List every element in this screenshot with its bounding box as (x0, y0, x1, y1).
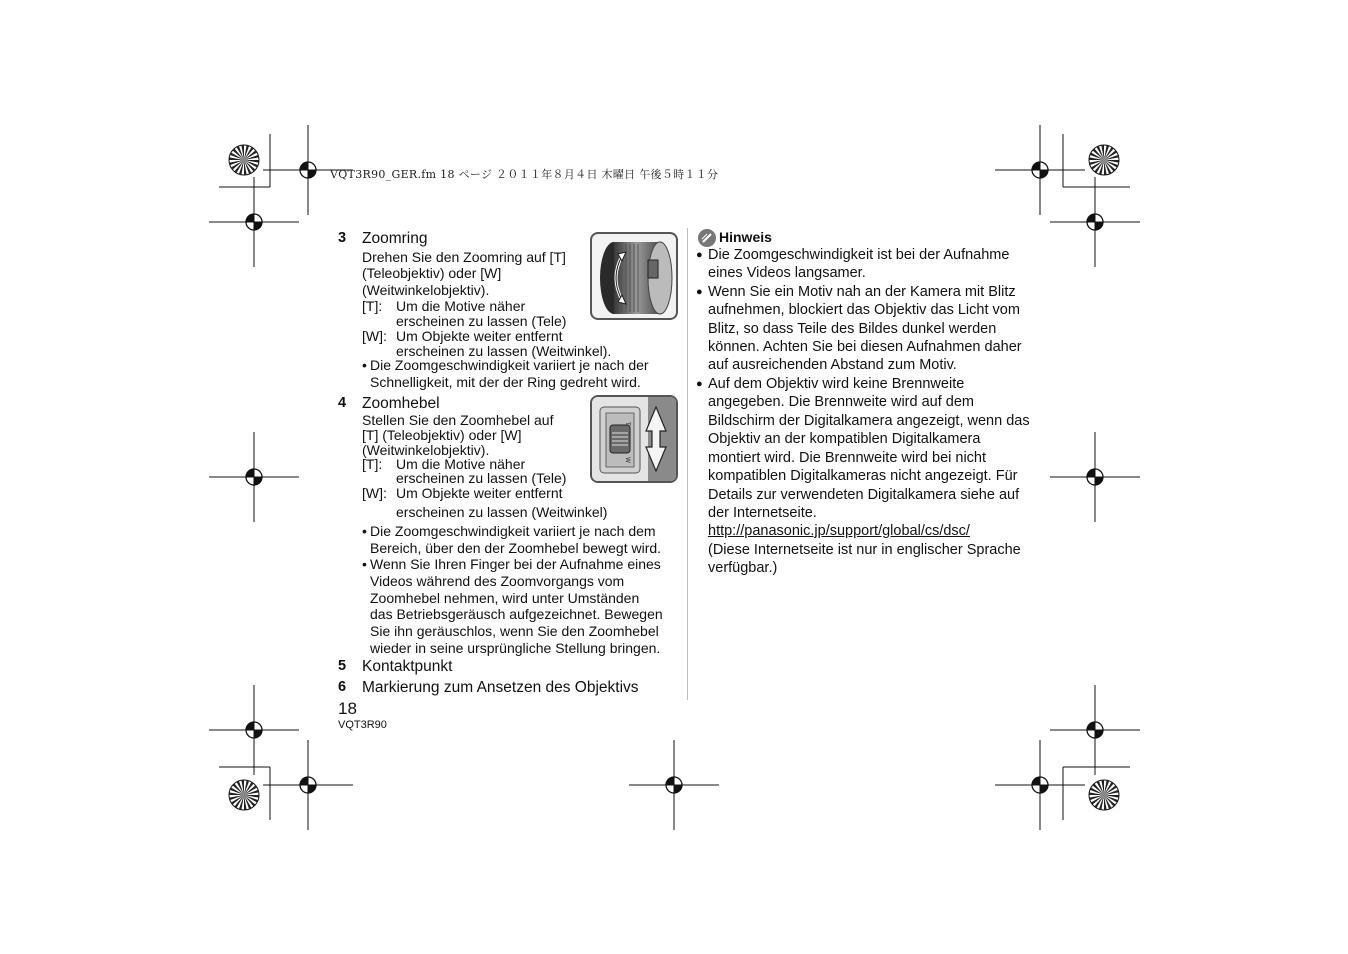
def-line: Um die Motive näher (396, 456, 526, 472)
desc-line: (Weitwinkelobjektiv). (362, 282, 490, 298)
item-title: Zoomhebel (362, 395, 440, 412)
column-divider (687, 228, 688, 700)
bullet-line: das Betriebsgeräusch aufgezeichnet. Bewegen (370, 606, 663, 622)
hint-line: eines Videos langsamer. (708, 265, 866, 281)
bullet-line: Wenn Sie Ihren Finger bei der Aufnahme eines (370, 556, 661, 572)
def-line: Um Objekte weiter entfernt (396, 485, 563, 501)
desc-line: (Weitwinkelobjektiv). (362, 442, 490, 458)
sunburst-target (1089, 780, 1119, 810)
bullet-dot: • (362, 357, 367, 373)
crosshair-mark (629, 740, 719, 830)
bullet-line: Sie ihn geräuschlos, wenn Sie den Zoomhebel (370, 623, 659, 639)
crosshair-mark (995, 125, 1085, 215)
crosshair-mark (263, 740, 353, 830)
bullet-line: Schnelligkeit, mit der der Ring gedreht wird. (370, 374, 641, 390)
def-key-tele: [T]: (362, 298, 383, 314)
bullet-line: wieder in seine ursprüngliche Stellung bringen. (370, 640, 661, 656)
hint-line: Objektiv an der kompatiblen Digitalkamera (708, 431, 981, 447)
wide-label: W (624, 457, 631, 463)
bullet-dot: ● (696, 286, 703, 298)
def-line: erscheinen zu lassen (Weitwinkel). (396, 343, 612, 359)
item-title: Markierung zum Ansetzen des Objektivs (362, 679, 639, 696)
crosshair-mark (1050, 432, 1140, 522)
crosshair-mark (209, 432, 299, 522)
bullet-dot: ● (696, 249, 703, 261)
item-number: 5 (338, 658, 347, 674)
bullet-line: Die Zoomgeschwindigkeit variiert je nach dem (370, 523, 656, 539)
crosshair-mark (995, 740, 1085, 830)
hint-line: können. Achten Sie bei diesen Aufnahmen daher (708, 339, 1022, 355)
def-key-tele: [T]: (362, 456, 383, 472)
item-number: 6 (338, 679, 347, 695)
hint-line: montiert wird. Die Brennweite wird bei nicht (708, 450, 987, 466)
bullet-dot: • (362, 556, 367, 572)
document-code: VQT3R90 (338, 719, 387, 731)
desc-line: (Teleobjektiv) oder [W] (362, 265, 502, 281)
hint-line: Blitz, so dass Teile des Bildes dunkel werden (708, 321, 997, 337)
item-number: 3 (338, 230, 347, 246)
crosshair-mark (1050, 177, 1140, 267)
zoom-ring-illustration (590, 232, 678, 320)
file-header: VQT3R90_GER.fm 18 ページ ２０１１年８月４日 木曜日 午後５時１１分 (330, 168, 719, 181)
hint-line: Wenn Sie ein Motiv nah an der Kamera mit Blitz (708, 284, 1016, 300)
hinweis-title: Hinweis (719, 229, 772, 245)
def-line: erscheinen zu lassen (Tele) (396, 313, 567, 329)
hint-line: der Internetseite. (708, 505, 817, 521)
sunburst-target (1089, 145, 1119, 175)
def-key-wide: [W]: (362, 328, 387, 344)
hint-line: aufnehmen, blockiert das Objektiv das Licht vom (708, 302, 1020, 318)
hint-line: kompatiblen Digitalkameras nicht angezeigt. Für (708, 468, 1018, 484)
crosshair-mark (209, 685, 299, 775)
desc-line: Stellen Sie den Zoomhebel auf (362, 412, 554, 428)
def-line: erscheinen zu lassen (Tele) (396, 470, 567, 486)
bullet-line: Videos während des Zoomvorgangs vom (370, 573, 625, 589)
bullet-line: Bereich, über den der Zoomhebel bewegt wird. (370, 540, 662, 556)
hint-line: angegeben. Die Brennweite wird auf dem (708, 394, 974, 410)
item-title: Kontaktpunkt (362, 658, 453, 675)
page-number: 18 (338, 699, 357, 718)
sunburst-target (229, 780, 259, 810)
def-line: erscheinen zu lassen (Weitwinkel) (396, 504, 608, 520)
hint-line: Bildschirm der Digitalkamera angezeigt, wenn das (708, 413, 1030, 429)
hint-line: verfügbar.) (708, 560, 778, 576)
desc-line: [T] (Teleobjektiv) oder [W] (362, 427, 522, 443)
bullet-line: Zoomhebel nehmen, wird unter Umständen (370, 590, 640, 606)
desc-line: Drehen Sie den Zoomring auf [T] (362, 249, 566, 265)
support-link[interactable]: http://panasonic.jp/support/global/cs/dsc/ (708, 523, 970, 539)
pencil-note-icon (698, 229, 716, 247)
item-title: Zoomring (362, 230, 428, 247)
hint-line: auf ausreichenden Abstand zum Motiv. (708, 357, 957, 373)
hint-line: Auf dem Objektiv wird keine Brennweite (708, 376, 965, 392)
hint-line: Details zur verwendeten Digitalkamera siehe auf (708, 487, 1020, 503)
def-key-wide: [W]: (362, 485, 387, 501)
crosshair-mark (209, 177, 299, 267)
bullet-dot: • (362, 523, 367, 539)
def-line: Um Objekte weiter entfernt (396, 328, 563, 344)
hint-line: (Diese Internetseite ist nur in englischer Sprache (708, 542, 1021, 558)
tele-label: T (624, 422, 631, 426)
item-number: 4 (338, 395, 347, 411)
zoom-lever-illustration (590, 395, 678, 483)
sunburst-target (229, 145, 259, 175)
crosshair-mark (1050, 685, 1140, 775)
hint-line: Die Zoomgeschwindigkeit ist bei der Aufnahme (708, 247, 1010, 263)
bullet-line: Die Zoomgeschwindigkeit variiert je nach der (370, 357, 649, 373)
bullet-dot: ● (696, 378, 703, 390)
def-line: Um die Motive näher (396, 298, 526, 314)
